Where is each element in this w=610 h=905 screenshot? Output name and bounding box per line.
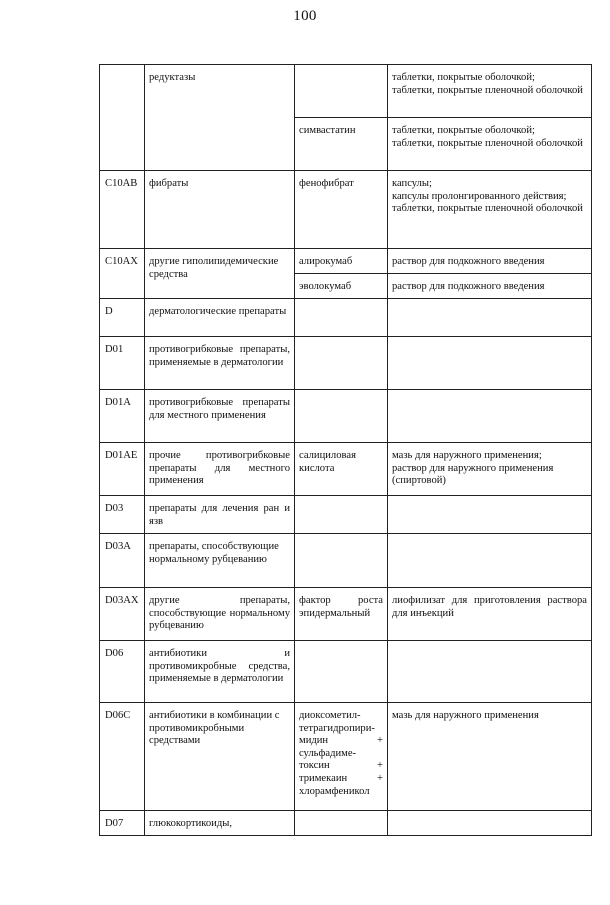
group-cell: дерматологические препараты	[145, 299, 295, 337]
combo-drug-line: диоксометил-	[299, 710, 361, 721]
table-row	[100, 337, 592, 390]
drug-cell: симвастатин	[295, 118, 388, 171]
drug-cell: алирокумаб	[295, 249, 388, 274]
dosage-form-cell: раствор для подкожного введения	[388, 274, 592, 299]
table-row	[100, 703, 592, 811]
table-row	[100, 65, 592, 118]
table-row	[100, 171, 592, 249]
table-row	[100, 588, 592, 641]
group-cell: антибиотики в комбинации с противомикробными средствами	[145, 703, 295, 811]
atc-code-cell: D03	[100, 496, 145, 534]
drug-cell: фактор роста эпидермальный	[295, 588, 388, 641]
group-cell: другие препараты, способствующие нормальному рубцеванию	[145, 588, 295, 641]
atc-code-cell: D06C	[100, 703, 145, 811]
dosage-form-cell: мазь для наружного применения; раствор для наружного применения (спиртовой)	[388, 443, 592, 496]
atc-code-cell	[100, 65, 145, 171]
group-cell: препараты для лечения ран и язв	[145, 496, 295, 534]
drug-cell	[295, 811, 388, 836]
drug-cell	[295, 337, 388, 390]
combo-drug-line: сульфадиме-	[299, 747, 357, 759]
group-cell: фибраты	[145, 171, 295, 249]
group-cell: редуктазы	[145, 65, 295, 171]
drug-cell	[295, 534, 388, 588]
dosage-form-cell	[388, 337, 592, 390]
table-row	[100, 249, 592, 274]
drug-cell	[295, 641, 388, 703]
combo-drug-line: тримекаин +	[299, 772, 383, 784]
atc-code-cell: D01	[100, 337, 145, 390]
group-cell: прочие противогрибковые препараты для местного применения	[145, 443, 295, 496]
dosage-form-cell	[388, 534, 592, 588]
drug-table	[99, 64, 592, 836]
dosage-form-cell	[388, 299, 592, 337]
atc-code-cell: D03AX	[100, 588, 145, 641]
table-row	[100, 811, 592, 836]
dosage-form-cell	[388, 811, 592, 836]
combo-drug-line: хлорамфеникол	[299, 785, 370, 797]
combo-drug-line: тетрагидропири-	[299, 722, 375, 734]
group-cell: противогрибковые препараты, применяемые в дерматологии	[145, 337, 295, 390]
atc-code-cell: D06	[100, 641, 145, 703]
table-row	[100, 534, 592, 588]
drug-cell: эволокумаб	[295, 274, 388, 299]
drug-cell	[295, 496, 388, 534]
atc-code-cell: D01A	[100, 390, 145, 443]
atc-code-cell: D01AE	[100, 443, 145, 496]
drug-cell	[295, 703, 388, 811]
dosage-form-cell	[388, 641, 592, 703]
dosage-form-cell: таблетки, покрытые оболочкой; таблетки, покрытые пленочной оболочкой	[388, 65, 592, 118]
dosage-form-cell	[388, 496, 592, 534]
group-cell: препараты, способствующие нормальному рубцеванию	[145, 534, 295, 588]
atc-code-cell: D	[100, 299, 145, 337]
page-number: 100	[293, 8, 317, 24]
group-cell: противогрибковые препараты для местного применения	[145, 390, 295, 443]
drug-cell	[295, 390, 388, 443]
dosage-form-cell: капсулы; капсулы пролонгированного действия; таблетки, покрытые пленочной оболочкой	[388, 171, 592, 249]
drug-cell: салициловая кислота	[295, 443, 388, 496]
combo-drug-line: токсин +	[299, 760, 383, 772]
dosage-form-cell: лиофилизат для приготовления раствора для инъекций	[388, 588, 592, 641]
drug-cell: фенофибрат	[295, 171, 388, 249]
atc-code-cell: D07	[100, 811, 145, 836]
table-row	[100, 641, 592, 703]
dosage-form-cell: таблетки, покрытые оболочкой; таблетки, покрытые пленочной оболочкой	[388, 118, 592, 171]
table-row	[100, 496, 592, 534]
dosage-form-cell: мазь для наружного применения	[388, 703, 592, 811]
dosage-form-cell	[388, 390, 592, 443]
table-row	[100, 443, 592, 496]
atc-code-cell: D03A	[100, 534, 145, 588]
drug-cell	[295, 299, 388, 337]
group-cell: антибиотики и противомикробные средства, применяемые в дерматологии	[145, 641, 295, 703]
group-cell: другие гиполипидемические средства	[145, 249, 295, 299]
atc-code-cell: C10AB	[100, 171, 145, 249]
table-row	[100, 299, 592, 337]
dosage-form-cell: раствор для подкожного введения	[388, 249, 592, 274]
atc-code-cell: C10AX	[100, 249, 145, 299]
table-row	[100, 390, 592, 443]
drug-cell	[295, 65, 388, 118]
group-cell: глюкокортикоиды,	[145, 811, 295, 836]
combo-drug-line: мидин +	[299, 735, 383, 747]
